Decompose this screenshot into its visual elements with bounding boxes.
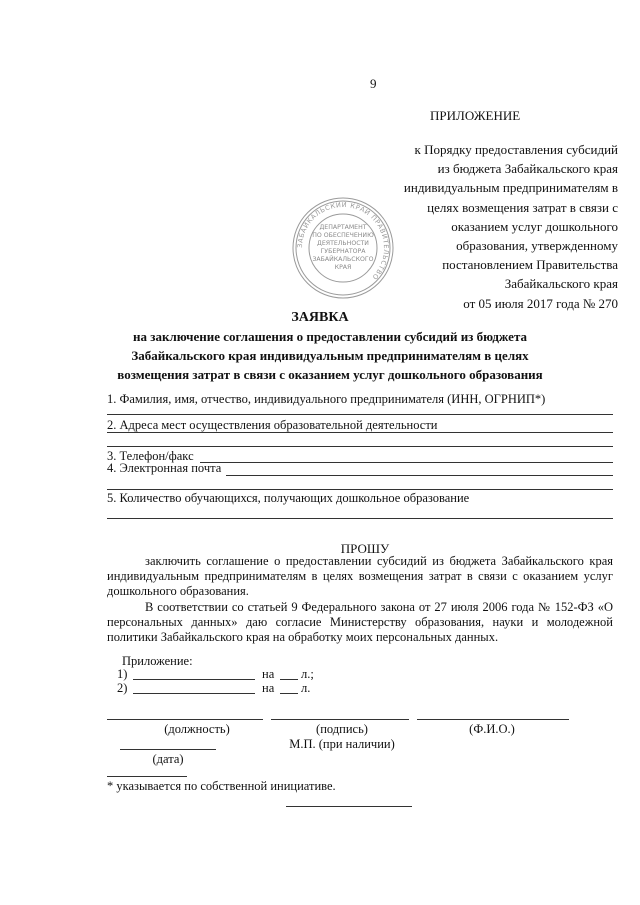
field-4-label: 4. Электронная почта <box>107 461 222 475</box>
seal-center-line: ДЕЯТЕЛЬНОСТИ <box>317 240 369 247</box>
signature-caption: (подпись) <box>316 722 368 736</box>
fio-line[interactable] <box>417 719 569 720</box>
fio-caption: (Ф.И.О.) <box>469 722 515 736</box>
field-3-line[interactable] <box>200 462 613 463</box>
field-3-label: 3. Телефон/факс <box>107 449 194 463</box>
request-paragraph-2: В соответствии со статьей 9 Федерального закона от 27 июля 2006 года № 152-ФЗ «О персональных данных» даю согласие Министерству образования, науки и молодежной политики Забайкальского края на обработку моих персональных данных. <box>107 600 613 645</box>
attachment-1-on: на <box>262 667 275 681</box>
subtitle-line: на заключение соглашения о предоставлении субсидий из бюджета <box>133 329 527 344</box>
date-line[interactable] <box>120 749 216 750</box>
seal-center-line: КРАЯ <box>334 264 352 271</box>
document-subtitle <box>60 327 600 384</box>
position-caption: (должность) <box>164 722 230 736</box>
page-number: 9 <box>370 76 377 91</box>
field-5-line[interactable] <box>107 518 613 519</box>
seal-center-line: ПО ОБЕСПЕЧЕНИЮ <box>312 232 374 239</box>
seal-center-line: ГУБЕРНАТОРА <box>320 248 366 255</box>
appendix-line: к Порядку предоставления субсидий <box>414 142 618 157</box>
attachment-2-sheets-line[interactable] <box>280 693 298 694</box>
attachment-2-sheets: л. <box>301 681 311 695</box>
attachment-2-number: 2) <box>117 681 128 695</box>
appendix-line: оказанием услуг дошкольного <box>451 218 618 234</box>
seal-center-line: ДЕПАРТАМЕНТ <box>319 224 367 231</box>
appendix-line: целях возмещения затрат в связи с <box>427 199 618 215</box>
attachment-1-sheets: л.; <box>301 667 314 681</box>
attachment-1-number: 1) <box>117 667 128 681</box>
field-2-label: 2. Адреса мест осуществления образовательной деятельности <box>107 418 438 432</box>
attachment-2-name-line[interactable] <box>133 693 255 694</box>
field-5-label: 5. Количество обучающихся, получающих дошкольное образование <box>107 491 470 505</box>
document-title: ЗАЯВКА <box>291 310 349 325</box>
attachment-1-sheets-line[interactable] <box>280 679 298 680</box>
field-1-label: 1. Фамилия, имя, отчество, индивидуального предпринимателя (ИНН, ОГРНИП*) <box>107 392 546 406</box>
attachments-label: Приложение: <box>122 654 193 668</box>
seal-center-line: ЗАБАЙКАЛЬСКОГО <box>312 256 374 263</box>
field-2-line-a[interactable] <box>107 432 613 433</box>
signature-line[interactable] <box>271 719 409 720</box>
footnote-text: * указывается по собственной инициативе. <box>107 779 336 793</box>
footnote-separator <box>107 776 187 777</box>
appendix-line: из бюджета Забайкальского края <box>437 161 618 177</box>
end-separator <box>286 806 412 807</box>
field-2-line-b[interactable] <box>107 446 613 447</box>
position-line[interactable] <box>107 719 263 720</box>
subtitle-line: возмещения затрат в связи с оказанием услуг дошкольного образования <box>117 367 543 382</box>
stamp-caption: М.П. (при наличии) <box>289 737 395 751</box>
request-paragraph-1: заключить соглашение о предоставлении субсидий из бюджета Забайкальского края индивидуальным предпринимателям в целях возмещения затрат в связи с оказанием услуг дошкольного образования. <box>107 554 613 599</box>
attachment-2-on: на <box>262 681 275 695</box>
request-heading: ПРОШУ <box>340 541 390 556</box>
official-seal <box>291 196 395 300</box>
field-4-line-a[interactable] <box>226 475 613 476</box>
appendix-line: индивидуальным предпринимателям в <box>403 180 618 196</box>
subtitle-line: Забайкальского края индивидуальным предпринимателям в целях <box>131 348 529 363</box>
field-4-line-b[interactable] <box>107 489 613 490</box>
attachment-1-name-line[interactable] <box>133 679 255 680</box>
date-caption: (дата) <box>152 752 184 766</box>
seal-ring-text: ЗАБАЙКАЛЬСКИЙ КРАЙ ПРАВИТЕЛЬСТВО <box>295 200 391 282</box>
appendix-title: ПРИЛОЖЕНИЕ <box>430 108 521 123</box>
appendix-line: образования, утвержденному <box>456 238 618 254</box>
appendix-line: Забайкальского края <box>504 276 618 292</box>
appendix-line: от 05 июля 2017 года № 270 <box>463 295 618 311</box>
field-1-line[interactable] <box>107 414 613 415</box>
appendix-line: постановлением Правительства <box>442 257 618 273</box>
